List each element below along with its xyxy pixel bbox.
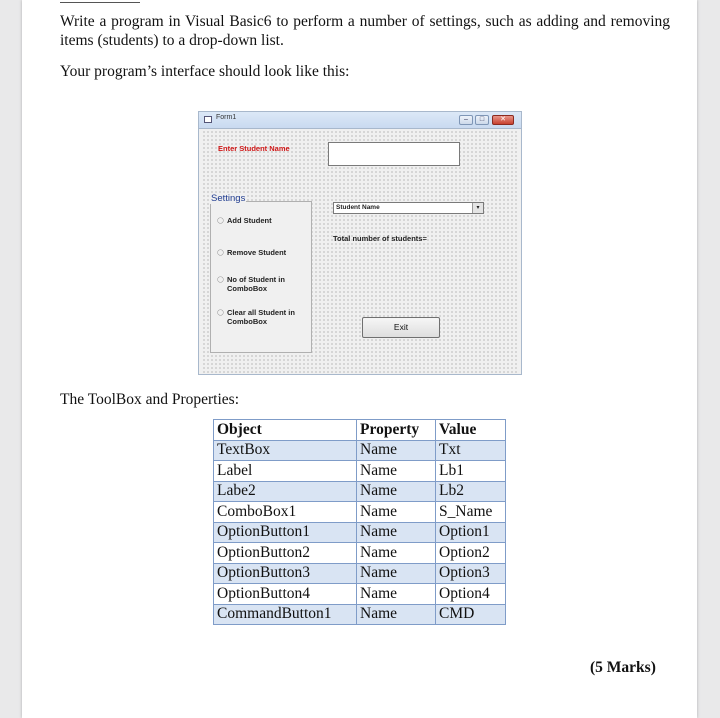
table-row — [214, 481, 506, 502]
cell-object: ComboBox1 — [214, 502, 357, 523]
radio-icon: ◯ — [217, 250, 224, 256]
header-object: Object — [214, 420, 357, 441]
cell-property: Name — [357, 604, 436, 625]
option-remove-student[interactable] — [217, 248, 313, 260]
cell-value: Txt — [436, 440, 506, 461]
cell-value: Option2 — [436, 543, 506, 564]
cell-object: TextBox — [214, 440, 357, 461]
cell-object: Labe2 — [214, 481, 357, 502]
cell-property: Name — [357, 522, 436, 543]
table-row — [214, 440, 506, 461]
cell-property: Name — [357, 440, 436, 461]
radio-icon: ◯ — [217, 218, 224, 224]
form-title: Form1 — [216, 114, 237, 121]
settings-frame — [210, 201, 312, 353]
enter-student-label: Enter Student Name — [218, 144, 290, 153]
interface-prompt: Your program’s interface should look like this: — [60, 63, 350, 80]
cell-property: Name — [357, 461, 436, 482]
cell-object: Label — [214, 461, 357, 482]
table-row — [214, 563, 506, 584]
header-value: Value — [436, 420, 506, 441]
table-row — [214, 502, 506, 523]
student-name-combobox[interactable] — [333, 202, 484, 214]
cell-value: Lb1 — [436, 461, 506, 482]
option-label: No of Student in ComboBox — [227, 275, 285, 293]
form-client-area — [202, 130, 518, 373]
minimize-button[interactable]: – — [459, 115, 473, 125]
cell-property: Name — [357, 502, 436, 523]
cell-object: OptionButton3 — [214, 563, 357, 584]
cell-object: OptionButton4 — [214, 584, 357, 605]
option-label: Clear all Student in ComboBox — [227, 308, 295, 326]
radio-icon: ◯ — [217, 310, 224, 316]
option-label: Remove Student — [227, 248, 287, 257]
cell-property: Name — [357, 543, 436, 564]
table-row — [214, 522, 506, 543]
settings-frame-title: Settings — [211, 193, 246, 204]
close-button[interactable]: ✕ — [492, 115, 514, 125]
table-header-row — [214, 420, 506, 441]
table-row — [214, 604, 506, 625]
table-row — [214, 584, 506, 605]
vb-form-window — [198, 111, 522, 375]
form-titlebar — [199, 112, 521, 129]
cell-value: S_Name — [436, 502, 506, 523]
cell-value: Option1 — [436, 522, 506, 543]
cell-value: Option4 — [436, 584, 506, 605]
header-property: Property — [357, 420, 436, 441]
toolbox-title: The ToolBox and Properties: — [60, 391, 240, 408]
chevron-down-icon[interactable]: ▾ — [472, 203, 483, 213]
cell-property: Name — [357, 584, 436, 605]
maximize-button[interactable]: □ — [475, 115, 489, 125]
cell-value: Option3 — [436, 563, 506, 584]
option-count-students[interactable] — [217, 275, 313, 297]
table-row — [214, 461, 506, 482]
option-clear-students[interactable] — [217, 308, 313, 330]
option-add-student[interactable] — [217, 216, 313, 228]
cell-property: Name — [357, 481, 436, 502]
radio-icon: ◯ — [217, 277, 224, 283]
cell-object: CommandButton1 — [214, 604, 357, 625]
cell-value: CMD — [436, 604, 506, 625]
cell-value: Lb2 — [436, 481, 506, 502]
cell-property: Name — [357, 563, 436, 584]
cell-object: OptionButton1 — [214, 522, 357, 543]
top-rule — [60, 2, 140, 3]
exit-button[interactable]: Exit — [362, 317, 440, 338]
table-row — [214, 543, 506, 564]
combobox-text: Student Name — [336, 204, 380, 211]
properties-table — [213, 419, 506, 625]
form-icon — [204, 116, 212, 123]
cell-object: OptionButton2 — [214, 543, 357, 564]
option-label: Add Student — [227, 216, 272, 225]
total-students-label: Total number of students= — [333, 234, 427, 243]
question-text: Write a program in Visual Basic6 to perform a number of settings, such as adding and removing items (students) to a drop-down list. — [60, 13, 670, 49]
student-name-textbox[interactable] — [328, 142, 460, 166]
marks-label: (5 Marks) — [590, 659, 656, 676]
